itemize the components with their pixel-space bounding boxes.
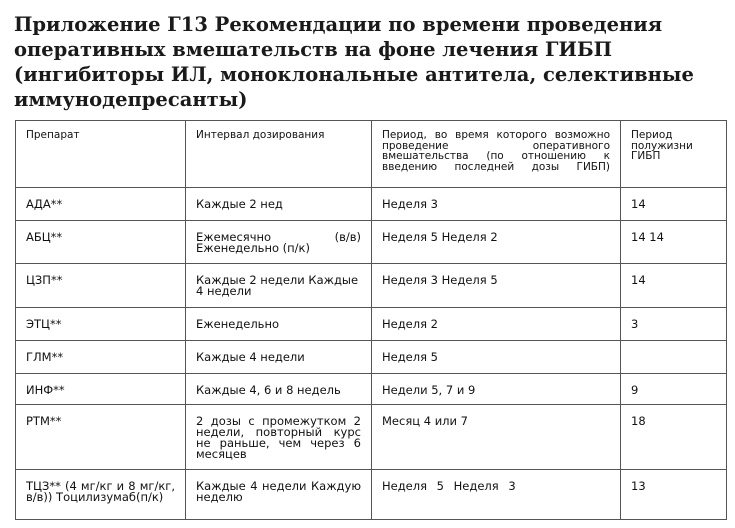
table-row [16, 374, 727, 405]
cell-half-life: 14 [621, 264, 727, 308]
cell-period: Неделя 3 Неделя 5 [372, 264, 621, 308]
table-header-row [16, 121, 727, 188]
cell-drug: ЭТЦ** [16, 308, 186, 341]
cell-interval: Еженедельно [186, 308, 372, 341]
cell-period: Неделя 3 [372, 188, 621, 221]
cell-period: Неделя 5 [372, 341, 621, 374]
page-title: Приложение Г13 Рекомендации по времени проведения оперативных вмешательств на фоне лечения ГИБП (ингибиторы ИЛ, моноклональные антитела, селективные иммунодепресанты) [14, 13, 694, 111]
cell-interval: Каждые 2 недели Каждые 4 недели [186, 264, 372, 308]
header-drug: Препарат [16, 121, 186, 188]
cell-period: Месяц 4 или 7 [372, 405, 621, 470]
header-period: Период, во время которого возможно проведение оперативного вмешательства (по отношению к введению последней дозы ГИБП) [372, 121, 621, 188]
header-half-life: Период полужизни ГИБП [621, 121, 727, 188]
header-interval: Интервал дозирования [186, 121, 372, 188]
cell-half-life: 3 [621, 308, 727, 341]
cell-half-life: 13 [621, 470, 727, 520]
table-row [16, 264, 727, 308]
cell-drug: ИНФ** [16, 374, 186, 405]
table-row [16, 470, 727, 520]
cell-period: Неделя 2 [372, 308, 621, 341]
cell-interval: Каждые 4 недели Каждую неделю [186, 470, 372, 520]
cell-drug: ЦЗП** [16, 264, 186, 308]
cell-drug: АБЦ** [16, 221, 186, 264]
cell-half-life: 18 [621, 405, 727, 470]
cell-interval: Каждые 4 недели [186, 341, 372, 374]
cell-interval: Каждые 4, 6 и 8 недель [186, 374, 372, 405]
cell-half-life: 14 14 [621, 221, 727, 264]
cell-interval: 2 дозы с промежутком 2 недели, повторный курс не раньше, чем через 6 месяцев [186, 405, 372, 470]
cell-half-life [621, 341, 727, 374]
cell-interval: Каждые 2 нед [186, 188, 372, 221]
cell-period: Неделя 5 Неделя 3 [372, 470, 621, 520]
cell-drug: ТЦЗ** (4 мг/кг и 8 мг/кг, в/в)) Тоцилизумаб(п/к) [16, 470, 186, 520]
cell-period: Недели 5, 7 и 9 [372, 374, 621, 405]
cell-drug: АДА** [16, 188, 186, 221]
cell-period: Неделя 5 Неделя 2 [372, 221, 621, 264]
table-row [16, 341, 727, 374]
table-row [16, 221, 727, 264]
cell-interval: Ежемесячно (в/в) Еженедельно (п/к) [186, 221, 372, 264]
cell-half-life: 14 [621, 188, 727, 221]
table-row [16, 188, 727, 221]
cell-half-life: 9 [621, 374, 727, 405]
surgery-timing-table [15, 120, 727, 520]
cell-drug: ГЛМ** [16, 341, 186, 374]
cell-drug: РТМ** [16, 405, 186, 470]
table-row [16, 405, 727, 470]
table-row [16, 308, 727, 341]
